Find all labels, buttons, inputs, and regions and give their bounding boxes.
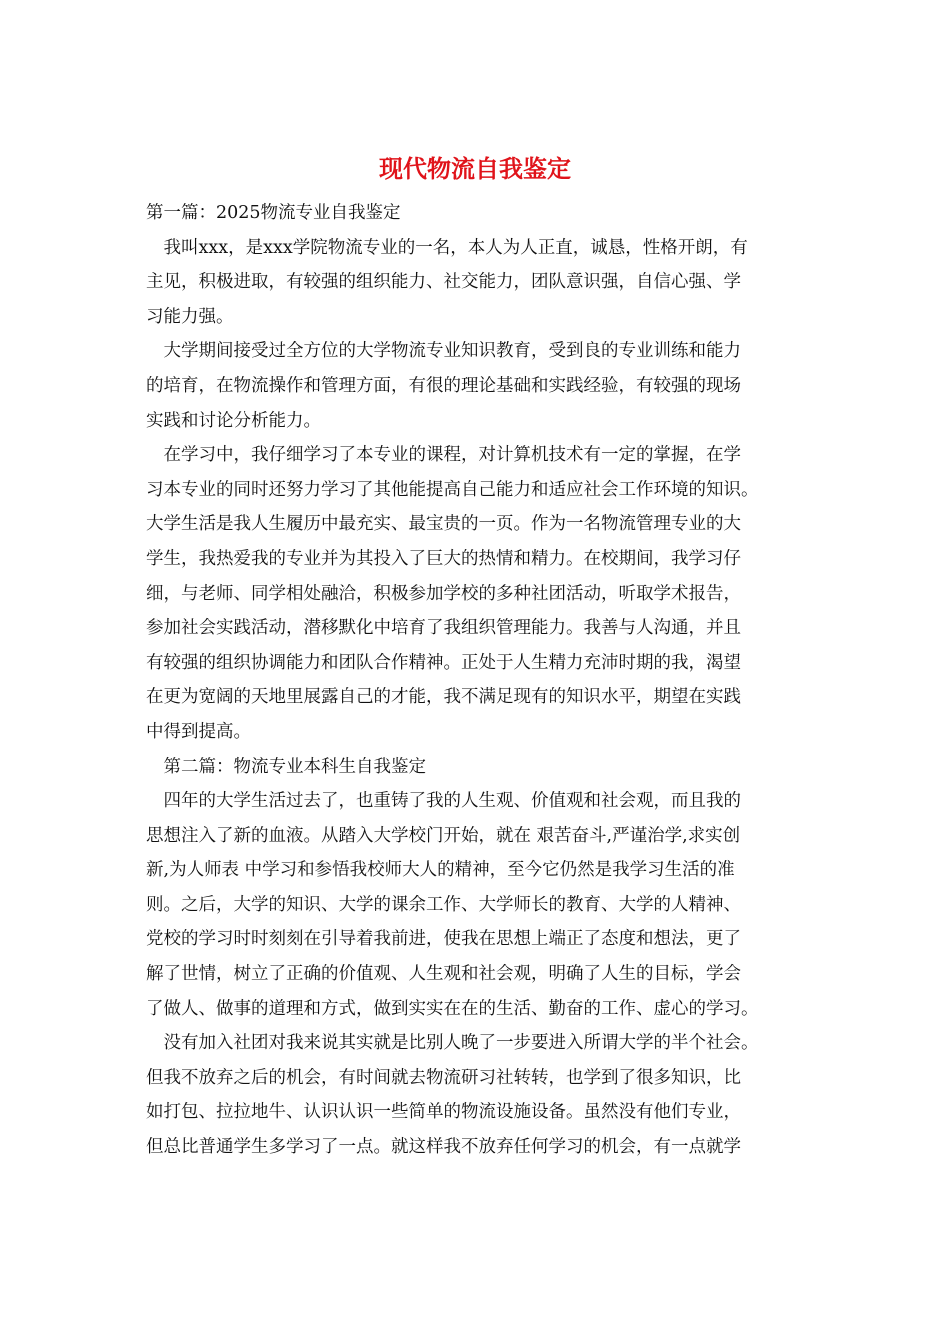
text-line: 新,为人师表 中学习和参悟我校师大人的精神，至今它仍然是我学习生活的准: [146, 860, 735, 881]
text-line: 主见，积极进取，有较强的组织能力、社交能力，团队意识强，自信心强、学: [146, 272, 741, 293]
text-line: 思想注入了新的血液。从踏入大学校门开始，就在 艰苦奋斗,严谨治学,求实创: [146, 825, 741, 846]
text-line: 了做人、做事的道理和方式，做到实实在在的生活、勤奋的工作、虚心的学习。: [146, 998, 759, 1019]
text-line: 但我不放弃之后的机会，有时间就去物流研习社转转，也学到了很多知识，比: [146, 1067, 741, 1088]
text-line: 第二篇：物流专业本科生自我鉴定: [146, 756, 426, 777]
text-line: 参加社会实践活动，潜移默化中培育了我组织管理能力。我善与人沟通，并且: [146, 618, 741, 639]
text-line: 解了世情，树立了正确的价值观、人生观和社会观，明确了人生的目标，学会: [146, 964, 741, 985]
text-line: 第一篇：2025物流专业自我鉴定: [146, 203, 401, 223]
text-line: 如打包、拉拉地牛、认识认识一些简单的物流设施设备。虽然没有他们专业，: [146, 1102, 741, 1123]
text-line: 在学习中，我仔细学习了本专业的课程，对计算机技术有一定的掌握，在学: [146, 445, 741, 466]
document-body: [146, 196, 808, 1165]
text-line: 没有加入社团对我来说其实就是比别人晚了一步要进入所谓大学的半个社会。: [146, 1033, 759, 1054]
text-line: 习能力强。: [146, 306, 234, 327]
text-line: 大学生活是我人生履历中最充实、最宝贵的一页。作为一名物流管理专业的大: [146, 514, 741, 535]
text-line: 中得到提高。: [146, 721, 251, 742]
text-line: 细，与老师、同学相处融洽，积极参加学校的多种社团活动，听取学术报告，: [146, 583, 741, 604]
document-title: 现代物流自我鉴定: [379, 154, 571, 183]
text-line: 党校的学习时时刻刻在引导着我前进，使我在思想上端正了态度和想法，更了: [146, 929, 741, 950]
text-line: 有较强的组织协调能力和团队合作精神。正处于人生精力充沛时期的我，渴望: [146, 652, 741, 673]
text-line: 学生，我热爱我的专业并为其投入了巨大的热情和精力。在校期间，我学习仔: [146, 548, 741, 569]
text-line: 我叫xxx，是xxx学院物流专业的一名，本人为人正直，诚恳，性格开朗，有: [146, 237, 748, 258]
text-line: 但总比普通学生多学习了一点。就这样我不放弃任何学习的机会，有一点就学: [146, 1137, 741, 1158]
text-line: 实践和讨论分析能力。: [146, 410, 321, 431]
text-line: 在更为宽阔的天地里展露自己的才能，我不满足现有的知识水平，期望在实践: [146, 687, 741, 708]
text-line: 则。之后，大学的知识、大学的课余工作、大学师长的教育、大学的人精神、: [146, 894, 741, 915]
text-line: 习本专业的同时还努力学习了其他能提高自己能力和适应社会工作环境的知识。: [146, 479, 759, 500]
text-line: 四年的大学生活过去了，也重铸了我的人生观、价值观和社会观，而且我的: [146, 791, 741, 812]
text-line: 大学期间接受过全方位的大学物流专业知识教育，受到良的专业训练和能力: [146, 341, 741, 362]
text-line: 的培育，在物流操作和管理方面，有很的理论基础和实践经验，有较强的现场: [146, 375, 741, 396]
